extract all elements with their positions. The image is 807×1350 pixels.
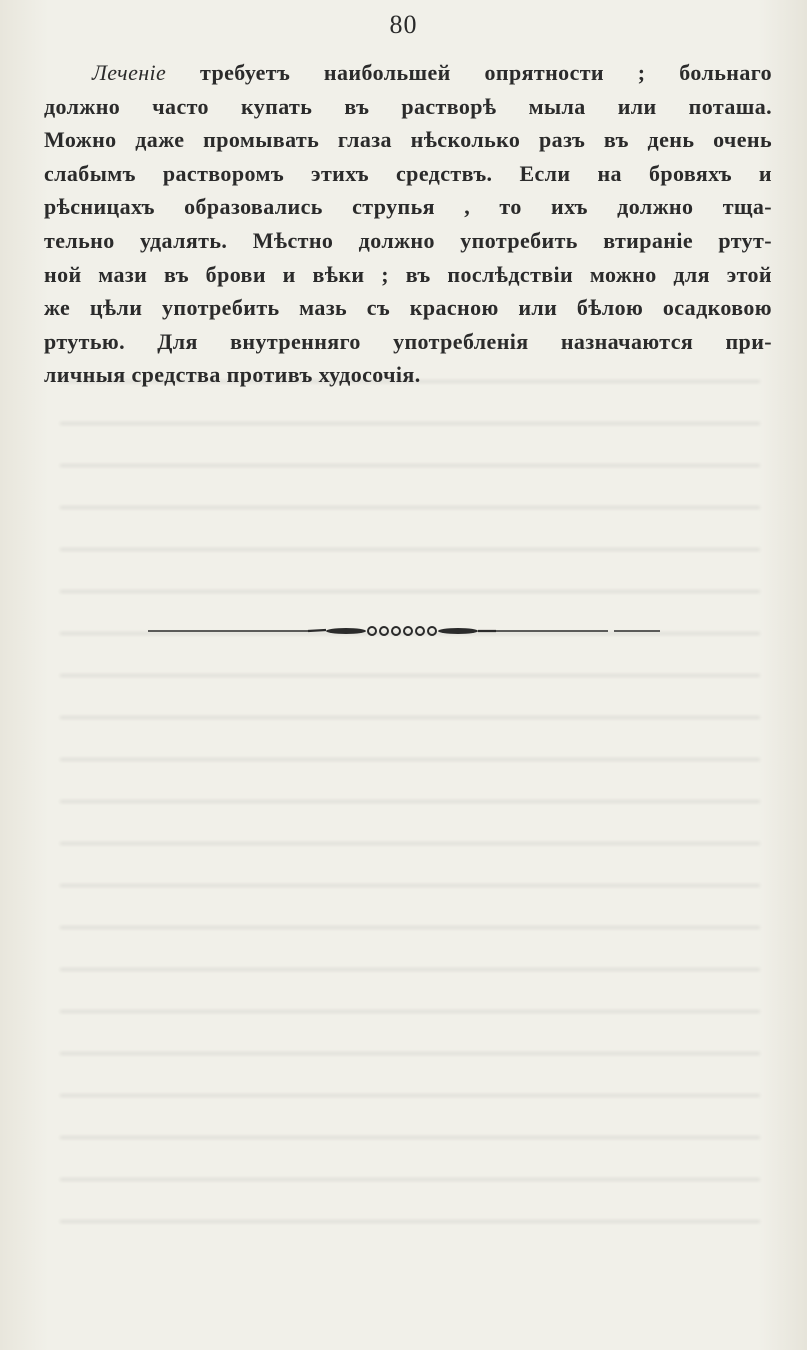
text-line-4: слабымъ растворомъ этихъ средствъ. Если на бровяхъ и — [44, 160, 772, 186]
text-line-1-rest: требуетъ наибольшей опрятности ; больнаго — [166, 60, 772, 85]
body-paragraph — [44, 56, 772, 392]
text-line-8: же цѣли употребить мазь съ красною или бѣлою осадковою — [44, 295, 772, 321]
text-line-1 — [44, 56, 772, 90]
text-line-5: рѣсницахъ образовались струпья , то ихъ должно тща- — [44, 194, 772, 220]
text-line-10: личныя средства противъ худосочія. — [44, 362, 421, 388]
text-line-9: ртутью. Для внутренняго употребленія назначаются при- — [44, 328, 772, 354]
text-line-7: ной мази въ брови и вѣки ; въ послѣдствіи можно для этой — [44, 261, 772, 287]
bleed-through-texture — [60, 360, 760, 1260]
emphasis-term: Лечeнie — [92, 60, 167, 85]
section-divider-ornament — [148, 621, 660, 641]
text-line-3: Можно даже промывать глаза нѣсколько разъ въ день очень — [44, 127, 772, 153]
text-line-2: должно часто купать въ растворѣ мыла или поташа. — [44, 93, 772, 119]
page-number: 80 — [389, 10, 418, 39]
text-line-6: тельно удалять. Мѣстно должно употребить втираніе ртут- — [44, 227, 772, 253]
